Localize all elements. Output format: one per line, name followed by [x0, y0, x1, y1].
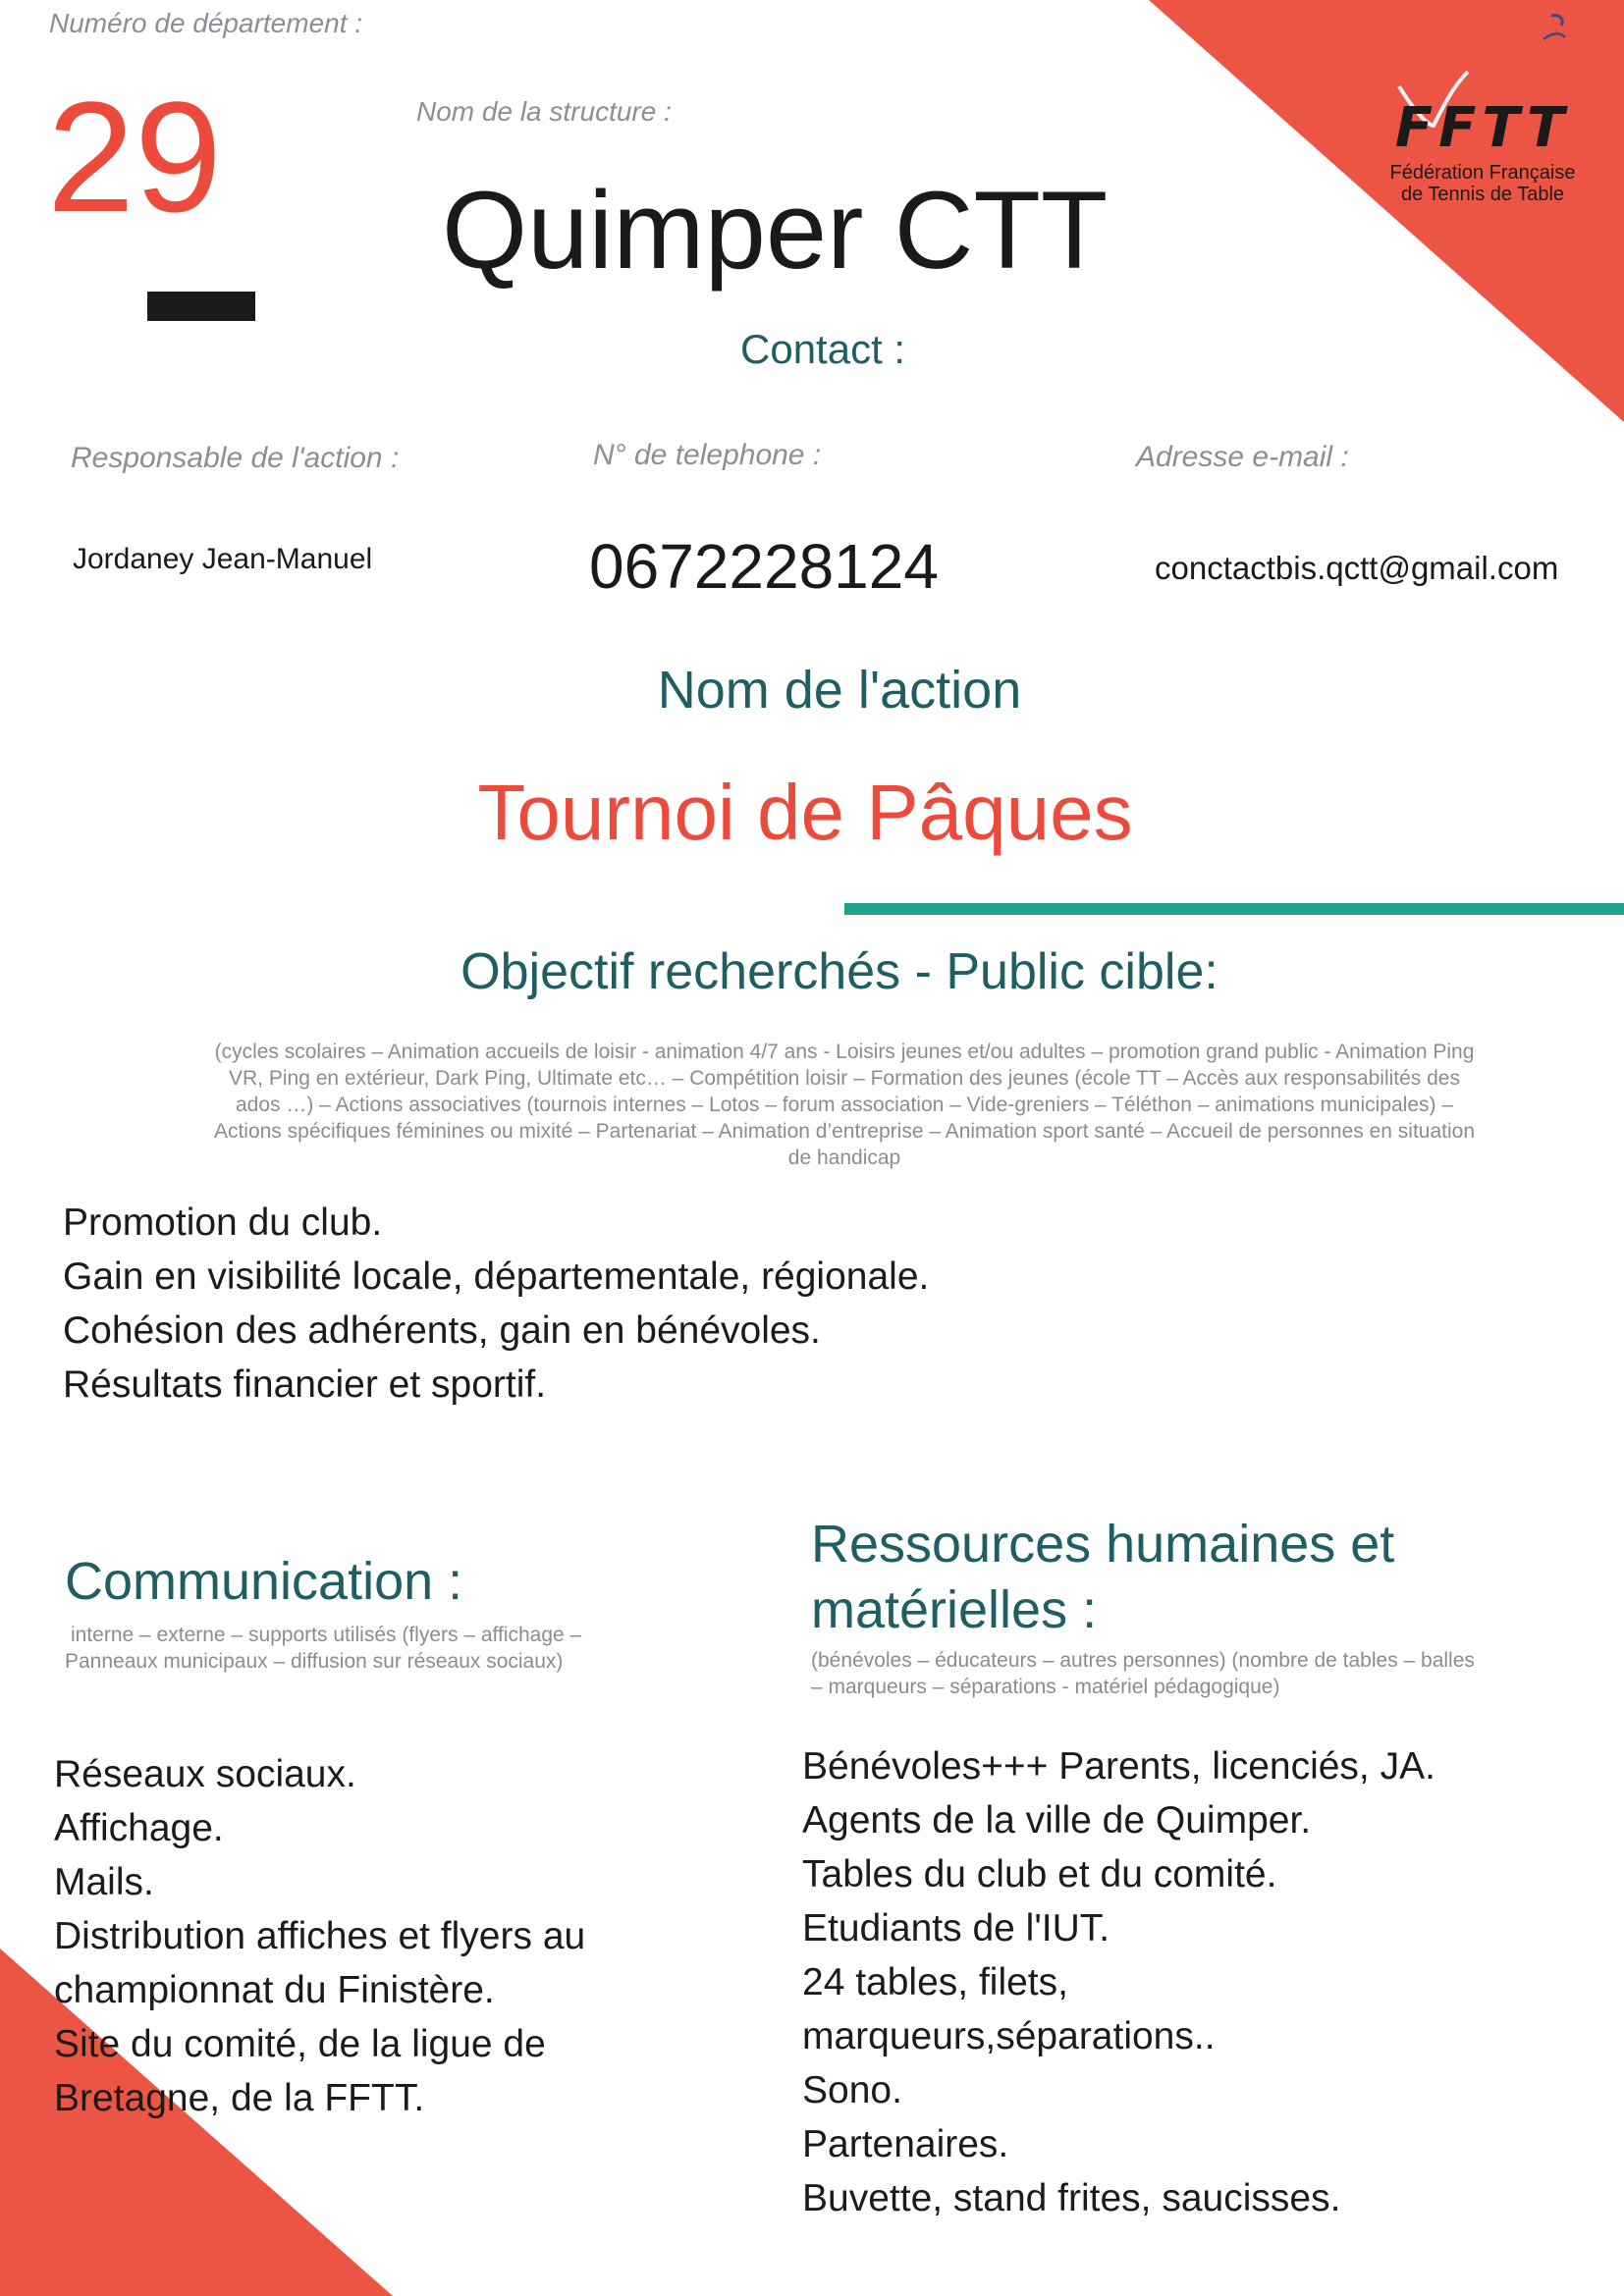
action-name: Tournoi de Pâques — [477, 769, 1133, 856]
ressources-line: Buvette, stand frites, saucisses. — [802, 2177, 1341, 2219]
objectif-hint-line: de handicap — [787, 1147, 901, 1169]
objectif-hint-line: ados …) – Actions associatives (tournois internes – Lotos – forum association – Vide-greniers – Téléthon – animations municipales) – — [235, 1094, 1454, 1116]
fftt-logo-line2: de Tennis de Table — [1400, 184, 1565, 205]
communication-hint — [65, 1622, 581, 1675]
communication-line: Affichage. — [54, 1807, 224, 1849]
ressources-heading-line: Ressources humaines et — [811, 1515, 1395, 1574]
ressources-line: Etudiants de l'IUT. — [802, 1907, 1110, 1949]
ressources-line: Bénévoles+++ Parents, licenciés, JA. — [802, 1745, 1435, 1788]
responsable-value: Jordaney Jean-Manuel — [73, 543, 373, 575]
responsable-label: Responsable de l'action : — [71, 442, 400, 474]
ressources-body — [802, 1739, 1435, 2225]
ping-pong-swoosh-icon — [1532, 10, 1571, 49]
fftt-logo-line1: Fédération Française — [1389, 162, 1576, 184]
ressources-heading-line: matérielles : — [811, 1580, 1098, 1639]
ressources-line: Partenaires. — [802, 2123, 1009, 2165]
objectif-line: Promotion du club. — [63, 1201, 383, 1244]
objectif-body — [63, 1196, 929, 1412]
objectif-hint-line: VR, Ping en extérieur, Dark Ping, Ultimate etc… – Compétition loisir – Formation des jeunes (école TT – Accès aux responsabilités des — [229, 1067, 1460, 1090]
communication-line: Mails. — [54, 1861, 154, 1903]
objectif-line: Gain en visibilité locale, départementale, régionale. — [63, 1255, 930, 1298]
phone-label: N° de telephone : — [593, 439, 822, 471]
ressources-heading — [811, 1512, 1394, 1643]
communication-hint-line: Panneaux municipaux – diffusion sur réseaux sociaux) — [65, 1650, 564, 1673]
communication-hint-line: interne – externe – supports utilisés (flyers – affichage – — [71, 1624, 582, 1646]
communication-line: championnat du Finistère. — [54, 1969, 495, 2011]
ressources-line: Tables du club et du comité. — [802, 1853, 1277, 1896]
email-value[interactable]: conctactbis.qctt@gmail.com — [1155, 550, 1559, 586]
action-heading: Nom de l'action — [657, 661, 1022, 720]
communication-line: Distribution affiches et flyers au — [54, 1915, 586, 1957]
dept-underline — [147, 292, 255, 321]
objectif-hint-line: (cycles scolaires – Animation accueils de loisir - animation 4/7 ans - Loisirs jeunes et/ou adultes – promotion grand public - Animation Ping — [214, 1041, 1475, 1063]
ressources-hint — [811, 1647, 1475, 1700]
ressources-line: Agents de la ville de Quimper. — [802, 1799, 1312, 1842]
fftt-logo-letters: FFTT — [1394, 96, 1571, 160]
structure-name: Quimper CTT — [442, 169, 1109, 292]
objectif-hint-line: Actions spécifiques féminines ou mixité – Partenariat – Animation d’entreprise – Animation sport santé – Accueil de personnes en situation — [213, 1120, 1476, 1143]
email-label: Adresse e-mail : — [1136, 441, 1349, 473]
phone-value: 0672228124 — [589, 531, 939, 602]
objectif-line: Cohésion des adhérents, gain en bénévoles. — [63, 1309, 821, 1352]
ressources-line: 24 tables, filets, — [802, 1961, 1068, 2003]
dept-number: 29 — [47, 69, 222, 244]
objectif-hint — [137, 1039, 1551, 1171]
dept-label: Numéro de département : — [49, 8, 363, 38]
teal-divider — [844, 903, 1624, 915]
communication-line: Réseaux sociaux. — [54, 1753, 356, 1795]
structure-label: Nom de la structure : — [416, 96, 672, 127]
ressources-line: Sono. — [802, 2069, 902, 2111]
ressources-line: marqueurs,séparations.. — [802, 2015, 1216, 2057]
fftt-logo — [1355, 10, 1610, 206]
contact-heading: Contact : — [740, 326, 906, 372]
communication-line: Bretagne, de la FFTT. — [54, 2077, 425, 2119]
ressources-hint-line: (bénévoles – éducateurs – autres personnes) (nombre de tables – balles — [811, 1649, 1475, 1672]
objectif-line: Résultats financier et sportif. — [63, 1363, 547, 1406]
objectif-heading: Objectif recherchés - Public cible: — [460, 943, 1218, 1000]
communication-heading: Communication : — [65, 1552, 463, 1611]
communication-line: Site du comité, de la ligue de — [54, 2023, 546, 2065]
communication-body — [54, 1747, 585, 2125]
ressources-hint-line: – marqueurs – séparations - matériel pédagogique) — [811, 1676, 1280, 1698]
